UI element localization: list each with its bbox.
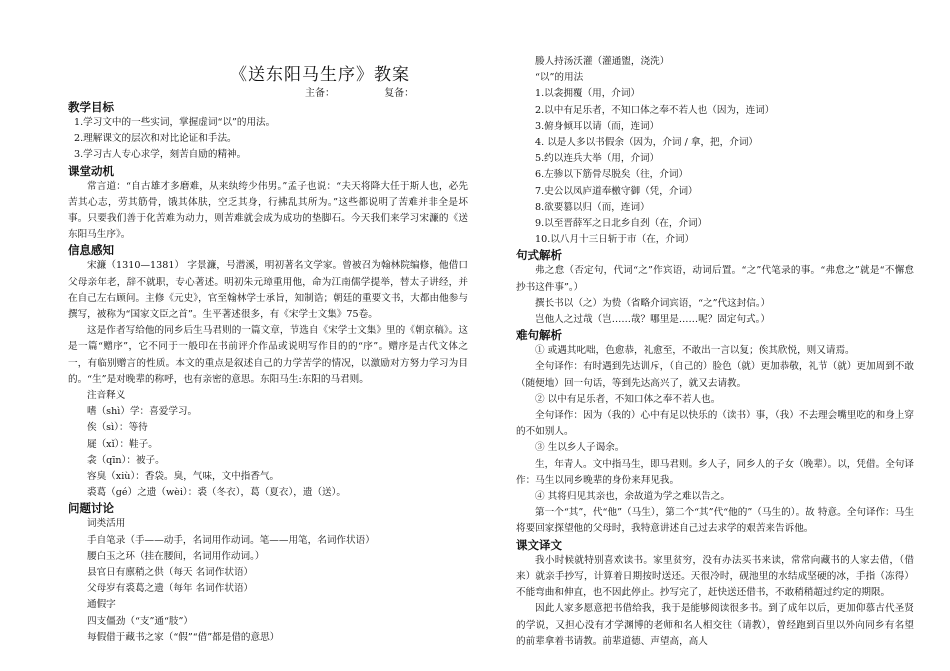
goal-item: 2.理解课文的层次和对比论证和手法。 (74, 133, 237, 145)
notes-title: 注音释义 (87, 390, 126, 402)
heading-difficult-sentences: 难句解析 (516, 328, 562, 343)
difficult-paragraph: 第一个“其”，代“他”（马生），第二个“其”代“他的”（马生的）。故 特意。全句译作：马生将要回家探望他的父母时，我特意讲述自己过去求学的艰苦来告诉他。 (516, 507, 914, 535)
heading-info-perception: 信息感知 (68, 243, 114, 258)
pattern-paragraph: 撰长书以（之）为贽（省略介词宾语，“之”代这封信。） (535, 297, 771, 309)
heading-class-motivation: 课堂动机 (68, 163, 114, 178)
usage-line: 8.欲要篡以归（而，连词） (535, 201, 650, 213)
discussion-line: 每假借于藏书之家（“假”“借”都是借的意思） (87, 631, 280, 643)
note-item: 嗜（shì）学：喜爱学习。 (87, 406, 198, 418)
note-item: 衾（qīn）：被子。 (87, 454, 165, 466)
discussion-line: 县官日有廪稍之供（每天 名词作状语） (87, 567, 254, 579)
note-item: 俟（sì）：等待 (87, 422, 148, 434)
discussion-line: 手自笔录（手——动手，名词用作动词。笔——用笔，名词作状语） (87, 534, 375, 546)
translation-paragraph: 因此人家多愿意把书借给我，我于是能够阅读很多书。到了成年以后，更加仰慕古代圣贤的学说，又担心没有才学渊博的老师和名人相交往（请教），曾经跑到百里以外向同乡有名望的前辈拿着书请教。前辈道德、声望高，高人 (516, 603, 914, 647)
note-item: 容臭（xiù）：香袋。臭，气味，文中指香气。 (87, 471, 280, 483)
goal-item: 1.学习文中的一些实词，掌握虚词“以”的用法。 (74, 117, 276, 128)
background-paragraph: 这是作者写给他的同乡后生马君则的一篇文章，节选自《宋学士文集》里的《朝京稿》。这是一篇“赠序”，它不同于一般印在书前评介作品或说明写作目的的“序”。赠序是古代文体之一，有临别赠言的性质。本文的重点是叙述自己的力学苦学的情况，以激励对方努力学习为目的。“生”是对晚辈的称呼，也有亲密的意思。东阳马生:东阳的马君则。 (68, 325, 468, 385)
motivation-paragraph: 常言道：“自古雄才多磨难，从来纨绔少伟男。”孟子也说：“夫天将降大任于斯人也，必先苦其心志，劳其筋骨，饿其体肤，空乏其身，行拂乱其所为。”这些都说明了苦难并非全是坏事。只要我们善于化苦难为动力，则苦难就会成为成功的垫脚石。今天我们来学习宋濂的《送东阳马生序》。 (68, 180, 468, 241)
usage-line: 1.以衾拥覆（用，介词） (535, 88, 641, 100)
usage-line: “以”的用法 (535, 72, 584, 84)
left-column (68, 100, 468, 646)
usage-line: 3.俯身倾耳以请（而，连词） (535, 120, 660, 132)
heading-discussion: 问题讨论 (68, 501, 114, 516)
discussion-line: 腰白玉之环（挂在腰间，名词用作动词。） (87, 550, 265, 562)
translation-paragraph: 我小时候就特别喜欢读书。家里贫穷，没有办法买书来读，常常向藏书的人家去借，（借来）就亲手抄写，计算着日期按时送还。天很冷时，砚池里的水结成坚硬的冰，手指（冻得）不能弯曲和伸直，也不因此停止。抄写完了，赶快送还借书，不敢稍稍超过约定的期限。 (516, 554, 914, 599)
author-bio-paragraph: 宋濂（1310—1381） 字景濂，号潜溪，明初著名文学家。曾被召为翰林院编修，他借口父母亲年老，辞不就职，专心著述。明初朱元璋重用他，命为江南儒学提举，替太子讲经，并在自己左右顾问。主修《元史》，官至翰林学士承旨，知制诰；朝廷的重要文书，大都由他参与撰写，被称为“国家文臣之首”。生平著述很多，有《宋学士文集》75卷。 (68, 260, 468, 321)
author-line (305, 84, 460, 99)
page-title: 《送东阳马生序》教案 (230, 65, 410, 85)
heading-teaching-goals: 教学目标 (68, 100, 114, 114)
usage-line: 5.约以连兵大举（用，介词） (535, 153, 660, 165)
usage-line: 7.史公以凤庐道奉檄守御（凭，介词） (535, 185, 698, 197)
pattern-paragraph: 弗之怠（否定句，代词“之”作宾语，动词后置。“之”代笔录的事。“弗怠之”就是“不懈怠抄书这件事”。） (516, 265, 914, 293)
heading-translation: 课文译文 (516, 537, 562, 552)
usage-line: 9.以至晋薛军之日北乡自刭（在，介词） (535, 218, 708, 230)
difficult-paragraph: ③ 生以乡人子谒余。 (535, 442, 625, 454)
discussion-line: 通假字 (87, 599, 116, 611)
difficult-paragraph: 生，年青人。文中指马生，即马君则。乡人子，同乡人的子女（晚辈）。以，凭借。全句译作：马生以同乡晚辈的身份来拜见我。 (516, 458, 914, 486)
note-item: 屣（xǐ）：鞋子。 (87, 438, 158, 450)
pattern-paragraph: 岂他人之过哉（岂……哉？哪里是……呢？固定句式。） (535, 314, 771, 326)
difficult-paragraph: ① 或遇其叱咄，色愈恭，礼愈至，不敢出一言以复；俟其欣悦，则又请焉。 (535, 345, 855, 357)
discussion-line: 父母岁有裘葛之遗（每年 名词作状语） (87, 583, 254, 595)
usage-line: 2.以中有足乐者，不知口体之奉不若人也（因为，连词） (535, 104, 775, 116)
usage-line: 10.以八月十三日斩于市（在，介词） (535, 234, 695, 246)
reviewer-label: 复备： (384, 88, 415, 99)
difficult-paragraph: 全句译作：因为（我的）心中有足以快乐的（读书）事，（我）不去理会嘴里吃的和身上穿的不如别人。 (516, 410, 914, 438)
difficult-paragraph: ② 以中有足乐者，不知口体之奉不若人也。 (535, 393, 721, 405)
usage-line: 4. 以是人多以书假余（因为，介词 / 拿，把，介词） (535, 137, 759, 149)
difficult-paragraph: ④ 其将归见其亲也，余故道为学之难以告之。 (535, 491, 730, 503)
goal-item: 3.学习古人专心求学，刻苦自励的精神。 (74, 149, 247, 161)
discussion-line: 词类活用 (87, 518, 126, 530)
difficult-paragraph: 全句译作：有时遇到先达训斥，（自己的）脸色（就）更加恭敬，礼节（就）更加周到不敢（随便地）回一句话，等到先达高兴了，就又去请教。 (516, 361, 914, 389)
discussion-line: 四支僵劲（“支”通“肢”） (87, 615, 193, 627)
right-column (516, 54, 914, 650)
note-item: 裘葛（gé）之遗（wèi）：裘（冬衣），葛（夏衣），遗（送）。 (87, 487, 347, 499)
usage-line: 6.左骖以下筋骨尽脱矣（往，介词） (535, 169, 689, 181)
heading-sentence-patterns: 句式解析 (516, 248, 562, 263)
usage-line: 媵人持汤沃灌（灌通盥，浇洗） (535, 56, 670, 67)
author-label: 主备： (305, 88, 335, 99)
